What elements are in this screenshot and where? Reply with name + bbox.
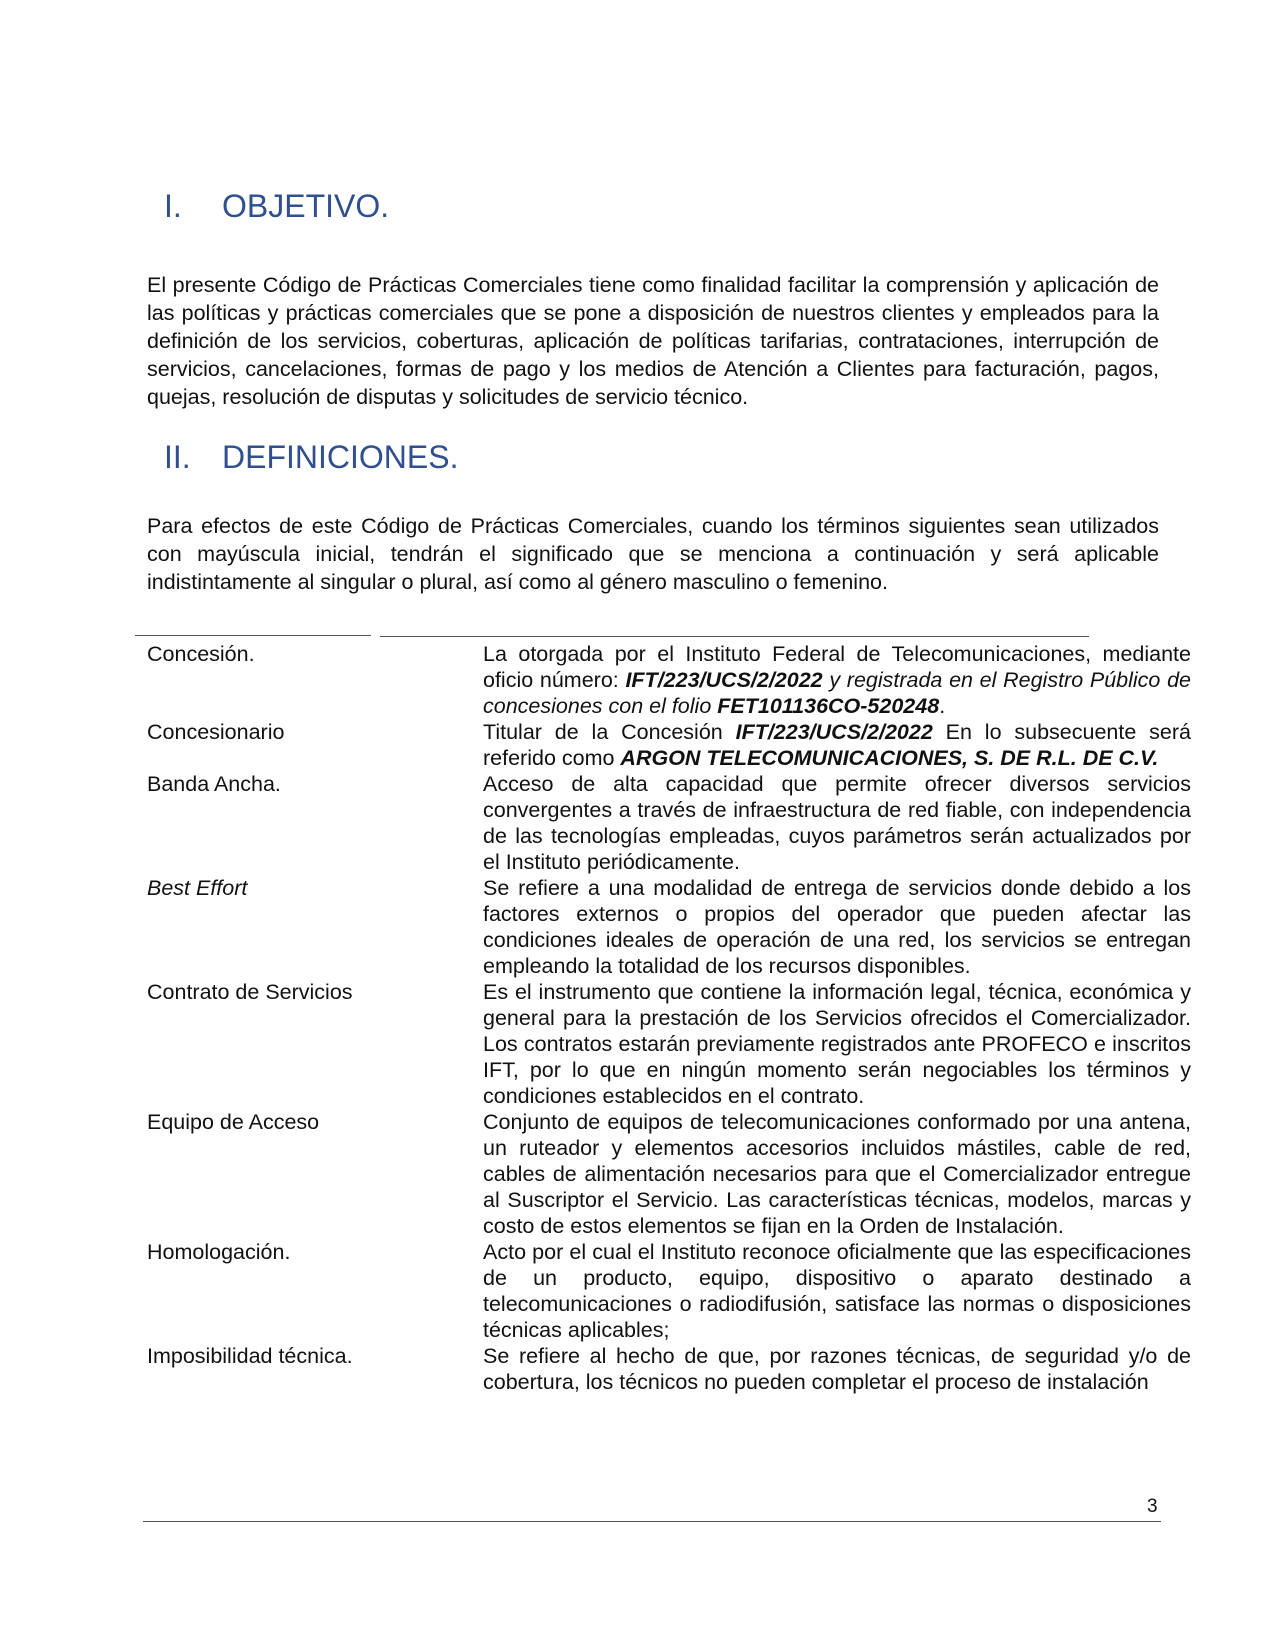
definition-text: Se refiere a una modalidad de entrega de servicios donde debido a los factores externos o propios del operador que pueden afectar las condiciones ideales de operación de una red, los servicios se entregan empleando la totalidad de los recursos disponibles. bbox=[483, 876, 1191, 978]
table-top-rule-left bbox=[135, 635, 371, 636]
definitions-table bbox=[147, 641, 1191, 1395]
definition-text: Se refiere al hecho de que, por razones técnicas, de seguridad y/o de cobertura, los técnicos no pueden completar el proceso de instalación bbox=[483, 1344, 1191, 1394]
definition-row-banda-ancha bbox=[147, 771, 1191, 875]
objetivo-paragraph: El presente Código de Prácticas Comerciales tiene como finalidad facilitar la comprensión y aplicación de las políticas y prácticas comerciales que se pone a disposición de nuestros clientes y empleados para la definición de los servicios, coberturas, aplicación de políticas tarifarias, contrataciones, interrupción de servicios, cancelaciones, formas de pago y los medios de Atención a Clientes para facturación, pagos, quejas, resolución de disputas y solicitudes de servicio técnico. bbox=[147, 273, 1159, 409]
definition-term: Equipo de Acceso bbox=[147, 1110, 320, 1134]
definition-term: Imposibilidad técnica. bbox=[147, 1344, 353, 1368]
section-title: DEFINICIONES. bbox=[222, 439, 459, 475]
section-number: II. bbox=[164, 439, 191, 475]
definition-term: Banda Ancha. bbox=[147, 772, 281, 796]
definition-text: Conjunto de equipos de telecomunicaciones conformado por una antena, un ruteador y elementos accesorios incluidos mástiles, cable de red, cables de alimentación necesarios para que el Comercializador entregue al Suscriptor el Servicio. Las características técnicas, modelos, marcas y costo de estos elementos se fijan en la Orden de Instalación. bbox=[483, 1110, 1191, 1238]
definition-text: Es el instrumento que contiene la información legal, técnica, económica y general para la prestación de los Servicios ofrecidos el Comercializador. Los contratos estarán previamente registrados ante PROFECO e inscritos IFT, por lo que en ningún momento serán negociables los términos y condiciones establecidos en el contrato. bbox=[483, 980, 1191, 1108]
page-number: 3 bbox=[1147, 1496, 1158, 1517]
definition-term: Concesionario bbox=[147, 720, 285, 744]
section-number: I. bbox=[164, 188, 182, 224]
definition-row-equipo bbox=[147, 1109, 1191, 1239]
definition-term: Best Effort bbox=[147, 876, 248, 900]
section-heading-objetivo bbox=[164, 188, 389, 225]
definition-row-homologacion bbox=[147, 1239, 1191, 1343]
definition-row-concesionario bbox=[147, 719, 1191, 771]
definition-term: Concesión. bbox=[147, 642, 255, 666]
definition-term: Homologación. bbox=[147, 1240, 291, 1264]
table-top-rule-right bbox=[380, 636, 1089, 637]
definition-text: La otorgada por el Instituto Federal de Telecomunicaciones, mediante oficio número: IFT/223/UCS/2/2022 y registrada en el Registro Público de concesiones con el folio FET101136CO-520248. bbox=[483, 642, 1191, 718]
section-title: OBJETIVO. bbox=[222, 188, 390, 224]
definition-term: Contrato de Servicios bbox=[147, 980, 353, 1004]
definition-row-best-effort bbox=[147, 875, 1191, 979]
footer-rule bbox=[143, 1521, 1161, 1522]
section-heading-definiciones bbox=[164, 439, 458, 476]
definition-text: Acto por el cual el Instituto reconoce oficialmente que las especificaciones de un producto, equipo, dispositivo o aparato destinado a telecomunicaciones o radiodifusión, satisface las normas o disposiciones técnicas aplicables; bbox=[483, 1240, 1191, 1342]
definition-row-contrato bbox=[147, 979, 1191, 1109]
definition-text: Titular de la Concesión IFT/223/UCS/2/2022 En lo subsecuente será referido como ARGON TELECOMUNICACIONES, S. DE R.L. DE C.V. bbox=[483, 720, 1191, 770]
definition-row-concesion bbox=[147, 641, 1191, 719]
definiciones-paragraph: Para efectos de este Código de Prácticas Comerciales, cuando los términos siguientes sean utilizados con mayúscula inicial, tendrán el significado que se menciona a continuación y será aplicable indistintamente al singular o plural, así como al género masculino o femenino. bbox=[147, 514, 1159, 594]
definition-row-imposibilidad bbox=[147, 1343, 1191, 1395]
definition-text: Acceso de alta capacidad que permite ofrecer diversos servicios convergentes a través de infraestructura de red fiable, con independencia de las tecnologías empleadas, cuyos parámetros serán actualizados por el Instituto periódicamente. bbox=[483, 772, 1191, 874]
